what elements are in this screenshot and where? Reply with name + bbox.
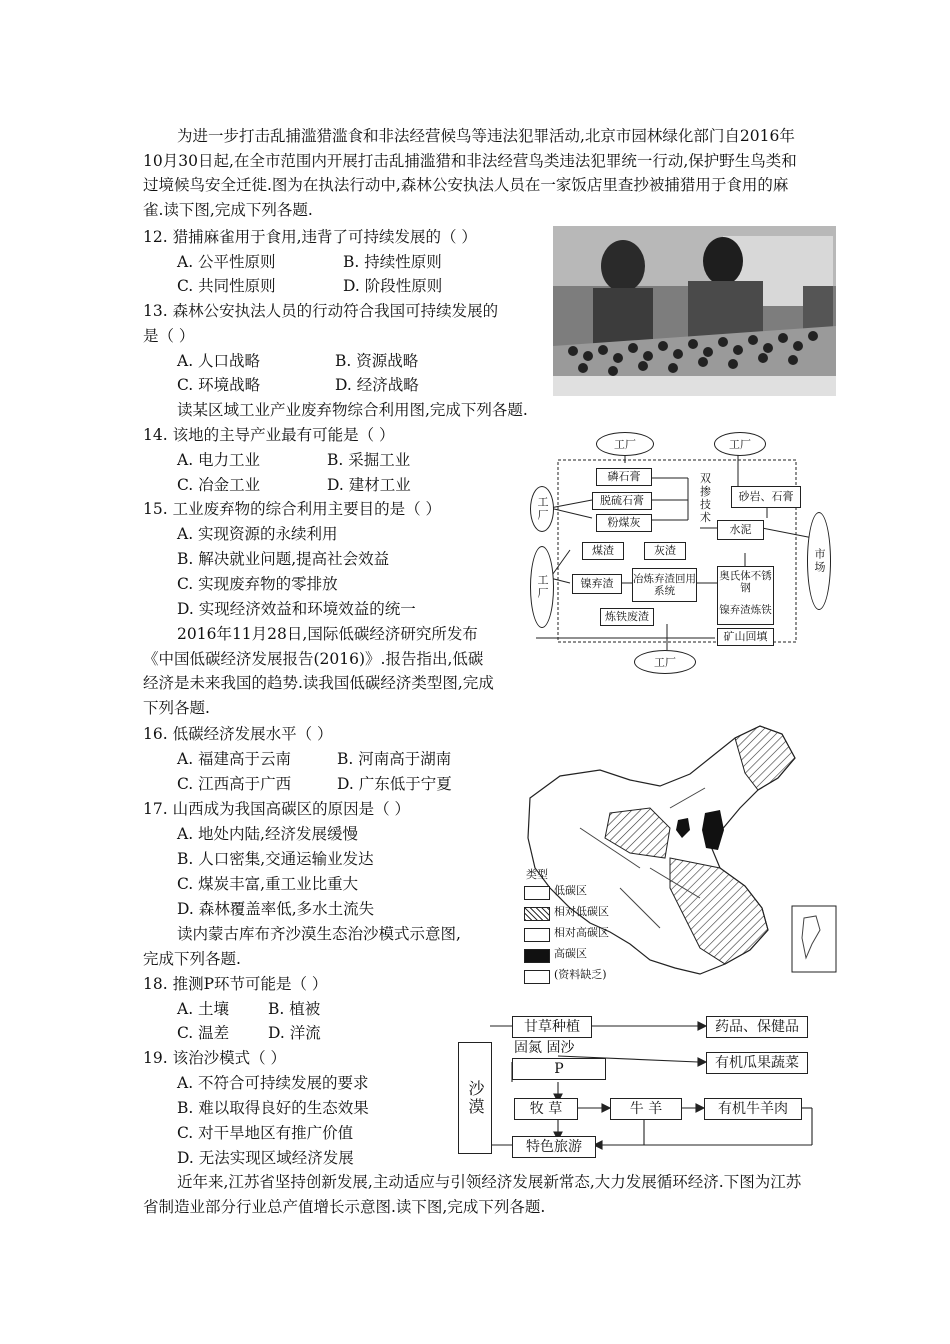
q16-option-a[interactable]: A. 福建高于云南 [177, 750, 292, 768]
q18-option-d[interactable]: D. 洋流 [268, 1024, 321, 1042]
box-nickelsteel: 镍弃渣炼铁 [717, 596, 774, 625]
factory-top-right: 工厂 [714, 432, 766, 456]
q17-option-b[interactable]: B. 人口密集,交通运输业发达 [177, 850, 374, 868]
box-flyash: 粉煤灰 [596, 514, 652, 532]
legend-swatch-high [524, 949, 550, 963]
box-ironslag: 炼铁废渣 [600, 608, 654, 626]
box-medicine: 药品、保健品 [706, 1016, 808, 1038]
q17-option-a[interactable]: A. 地处内陆,经济发展缓慢 [177, 825, 358, 843]
q12-option-b[interactable]: B. 持续性原则 [343, 253, 442, 271]
q19-option-a[interactable]: A. 不符合可持续发展的要求 [177, 1074, 369, 1092]
factory-top-left: 工厂 [596, 432, 654, 456]
q12-option-d[interactable]: D. 阶段性原则 [343, 277, 443, 295]
factory-bottom: 工厂 [634, 650, 696, 674]
legend-swatch-relative-high [524, 928, 550, 942]
box-nickel: 镍弃渣 [572, 574, 622, 594]
passage-1: 为进一步打击乱捕滥猎滥食和非法经营候鸟等违法犯罪活动,北京市园林绿化部门自2016年10月30日起,在全市范围内开展打击乱捕滥猎和非法经营鸟类违法犯罪统一行动,保护野生鸟类和过境候鸟安全迁徙.图为在执法行动中,森林公安执法人员在一家饭店里查抄被捕猎用于食用的麻雀.读下图,完成下列各题. [143, 127, 797, 219]
intro-4: 读内蒙古库布齐沙漠生态治沙模式示意图, [177, 925, 461, 943]
box-ash: 灰渣 [644, 542, 686, 560]
q16-option-b[interactable]: B. 河南高于湖南 [337, 750, 452, 768]
box-fruits: 有机瓜果蔬菜 [706, 1052, 808, 1074]
box-tour: 特色旅游 [512, 1136, 596, 1158]
q15-option-d[interactable]: D. 实现经济效益和环境效益的统一 [177, 600, 416, 618]
intro-4-cont: 完成下列各题. [143, 950, 241, 968]
box-cement: 水泥 [717, 520, 764, 540]
q17-option-d[interactable]: D. 森林覆盖率低,多水土流失 [177, 900, 375, 918]
legend-swatch-nodata [524, 970, 550, 984]
enforcement-photo [553, 226, 836, 396]
label-tech: 双掺技术 [700, 472, 711, 524]
q17-stem: 17. 山西成为我国高碳区的原因是（ ） [143, 800, 411, 818]
q15-stem: 15. 工业废弃物的综合利用主要目的是（ ） [143, 500, 442, 518]
q16-option-c[interactable]: C. 江西高于广西 [177, 775, 292, 793]
q15-option-a[interactable]: A. 实现资源的永续利用 [177, 525, 338, 543]
q19-option-d[interactable]: D. 无法实现区域经济发展 [177, 1149, 354, 1167]
desert-control-diagram [458, 1012, 838, 1164]
q19-option-c[interactable]: C. 对干旱地区有推广价值 [177, 1124, 354, 1142]
box-sand: 砂岩、石膏 [731, 486, 801, 508]
box-steel: 奥氏体不锈钢 [717, 566, 774, 598]
legend-label-low: 低碳区 [554, 884, 587, 897]
q14-stem: 14. 该地的主导产业最有可能是（ ） [143, 426, 395, 444]
q14-option-d[interactable]: D. 建材工业 [327, 476, 411, 494]
q13-option-c[interactable]: C. 环境战略 [177, 376, 261, 394]
q15-option-b[interactable]: B. 解决就业问题,提高社会效益 [177, 550, 390, 568]
market-oval: 市场 [807, 512, 831, 610]
q18-option-a[interactable]: A. 土壤 [177, 1000, 230, 1018]
box-p: P [512, 1058, 606, 1080]
box-grass: 牧 草 [514, 1098, 578, 1120]
q13-option-a[interactable]: A. 人口战略 [177, 352, 261, 370]
box-gypsum: 磷石膏 [596, 468, 652, 486]
q16-stem: 16. 低碳经济发展水平（ ） [143, 725, 333, 743]
legend-swatch-relative-low [524, 907, 550, 921]
legend-swatch-low [524, 886, 550, 900]
legend-title: 类型 [526, 868, 548, 881]
box-smelt: 冶炼弃渣回用系统 [632, 568, 697, 602]
legend-label-relative-low: 相对低碳区 [554, 905, 609, 918]
waste-utilization-diagram [530, 428, 830, 673]
q14-option-a[interactable]: A. 电力工业 [177, 451, 261, 469]
q18-option-c[interactable]: C. 温差 [177, 1024, 230, 1042]
q12-option-c[interactable]: C. 共同性原则 [177, 277, 276, 295]
box-coalslag: 煤渣 [582, 542, 624, 560]
q13-stem: 13. 森林公安执法人员的行动符合我国可持续发展的 [143, 302, 499, 320]
label-fix: 固氮 固沙 [514, 1040, 575, 1056]
passage-5: 近年来,江苏省坚持创新发展,主动适应与引领经济发展新常态,大力发展循环经济.下图为江苏省制造业部分行业总产值增长示意图.读下图,完成下列各题. [143, 1173, 802, 1216]
passage-3: 2016年11月28日,国际低碳经济研究所发布《中国低碳经济发展报告(2016)》.报告指出,低碳经济是未来我国的趋势.读我国低碳经济类型图,完成下列各题. [143, 625, 494, 717]
q12-option-a[interactable]: A. 公平性原则 [177, 253, 276, 271]
q13-option-b[interactable]: B. 资源战略 [335, 352, 419, 370]
legend-label-relative-high: 相对高碳区 [554, 926, 609, 939]
box-licorice: 甘草种植 [512, 1016, 592, 1038]
box-backfill: 矿山回填 [717, 628, 774, 646]
box-desert: 沙漠 [458, 1042, 492, 1154]
q15-option-c[interactable]: C. 实现废弃物的零排放 [177, 575, 338, 593]
factory-left-1: 工厂 [530, 486, 554, 532]
low-carbon-map [520, 718, 838, 998]
q19-option-b[interactable]: B. 难以取得良好的生态效果 [177, 1099, 369, 1117]
q13-stem-cont: 是（ ） [143, 327, 195, 345]
q12-stem: 12. 猎捕麻雀用于食用,违背了可持续发展的（ ） [143, 228, 477, 246]
intro-2: 读某区域工业产业废弃物综合利用图,完成下列各题. [177, 401, 528, 419]
q13-option-d[interactable]: D. 经济战略 [335, 376, 419, 394]
q14-option-c[interactable]: C. 冶金工业 [177, 476, 261, 494]
legend-label-high: 高碳区 [554, 947, 587, 960]
q17-option-c[interactable]: C. 煤炭丰富,重工业比重大 [177, 875, 359, 893]
q16-option-d[interactable]: D. 广东低于宁夏 [337, 775, 452, 793]
legend-label-nodata: (资料缺乏) [554, 968, 607, 981]
box-desulf: 脱硫石膏 [592, 492, 652, 510]
q19-stem: 19. 该治沙模式（ ） [143, 1049, 287, 1067]
q18-stem: 18. 推测P环节可能是（ ） [143, 975, 328, 993]
q14-option-b[interactable]: B. 采掘工业 [327, 451, 411, 469]
factory-left-2: 工厂 [530, 546, 554, 628]
q18-option-b[interactable]: B. 植被 [268, 1000, 321, 1018]
box-meat: 有机牛羊肉 [704, 1098, 802, 1120]
box-cattle: 牛 羊 [610, 1098, 682, 1120]
